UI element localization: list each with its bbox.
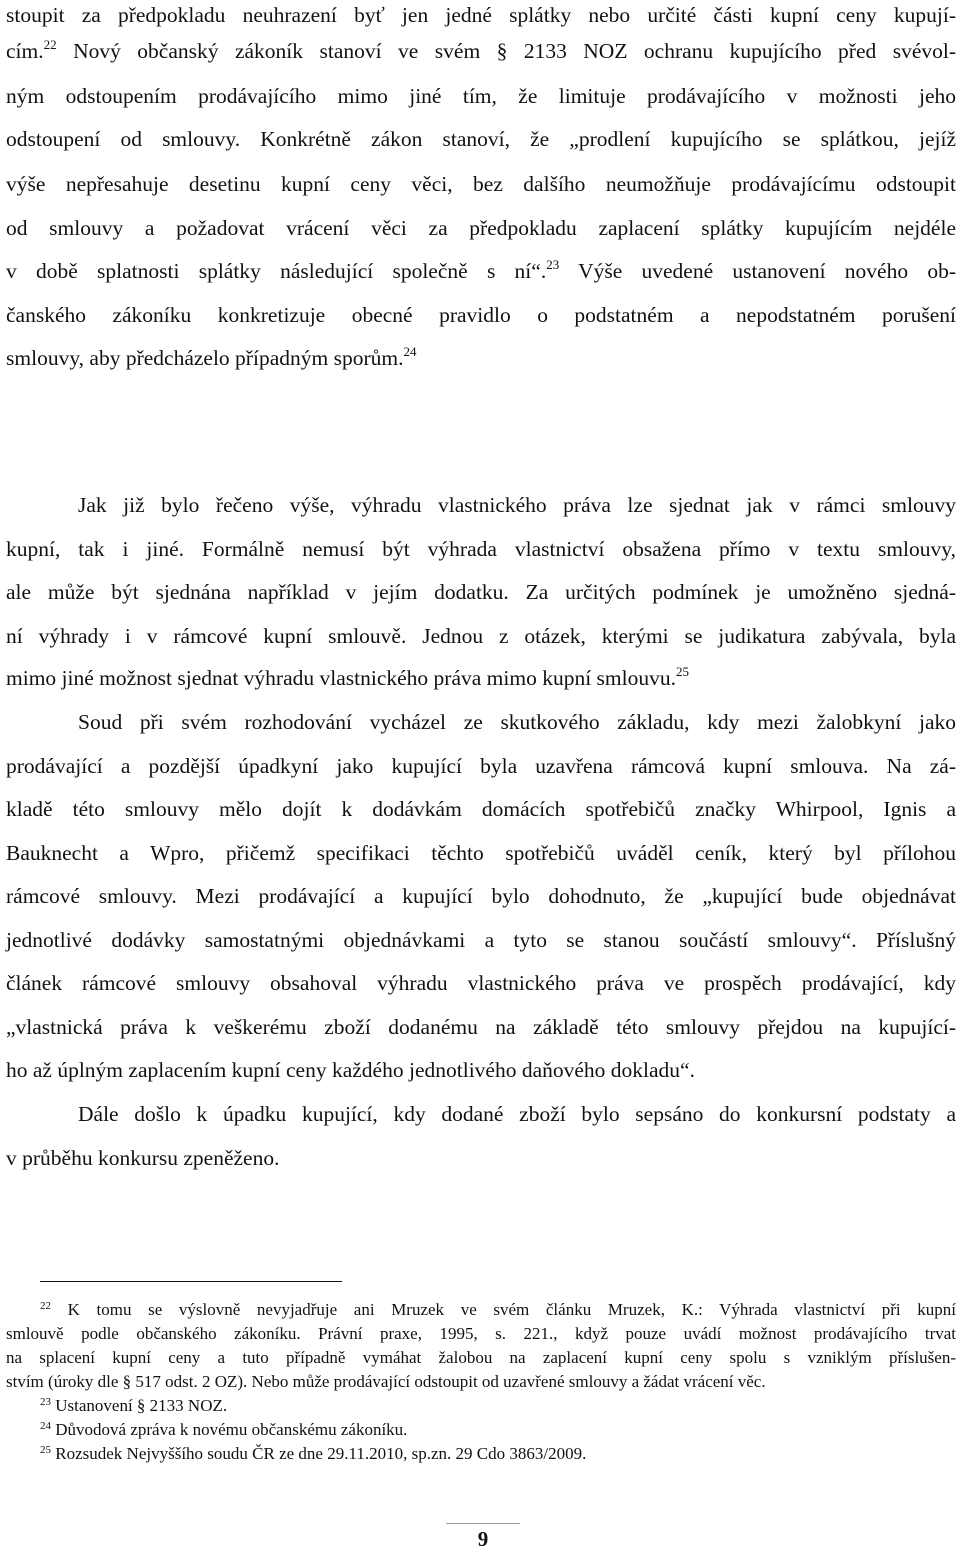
text-span: výše nepřesahuje desetinu kupní ceny věci, bez dalšího neumožňuje prodávajícímu odstoupit xyxy=(6,172,956,196)
text-span: „vlastnická práva k veškerému zboží dodanému na základě této smlouvy přejdou na kupující- xyxy=(6,1015,956,1039)
text-span: Nový občanský zákoník stanoví ve svém § 2133 NOZ ochranu kupujícího před svévol- xyxy=(56,39,956,63)
body-text-line xyxy=(6,663,956,693)
body-text-line xyxy=(6,1143,956,1173)
footnote-24 xyxy=(40,1418,960,1442)
body-text-line xyxy=(6,577,956,607)
text-span: kladě této smlouvy mělo dojít k dodávkám domácích spotřebičů značky Whirpool, Ignis a xyxy=(6,797,956,821)
text-span: prodávající a pozdější úpadkyní jako kupující byla uzavřena rámcová kupní smlouva. Na zá- xyxy=(6,754,956,778)
footnote-ref: 22 xyxy=(43,37,57,52)
text-span: K tomu se výslovně nevyjadřuje ani Mruzek ve svém článku Mruzek, K.: Výhrada vlastnictví při kupní xyxy=(51,1300,956,1319)
text-span: stoupit za předpokladu neuhrazení byť jen jedné splátky nebo určité části kupní ceny kupují- xyxy=(6,3,956,27)
footnote-number: 23 xyxy=(40,1396,51,1408)
footnote-ref: 23 xyxy=(546,257,560,272)
body-text-line xyxy=(6,838,956,868)
page-number: 9 xyxy=(477,1527,489,1551)
text-span: smlouvě podle občanského zákoníku. Právní praxe, 1995, s. 221., když pouze uvádí možnost prodávajícího trvat xyxy=(6,1324,956,1343)
text-span: ní výhrady i v rámcové kupní smlouvě. Jednou z otázek, kterými se judikatura zabývala, byla xyxy=(6,624,956,648)
footnote-ref: 24 xyxy=(403,344,417,359)
text-span: Ustanovení § 2133 NOZ. xyxy=(51,1396,228,1415)
text-span: cím. xyxy=(6,39,44,63)
body-text-line xyxy=(6,300,956,330)
text-span: článek rámcové smlouvy obsahoval výhradu vlastnického práva ve prospěch prodávající, kdy xyxy=(6,971,956,995)
text-span: čanského zákoníku konkretizuje obecné pravidlo o podstatném a nepodstatném porušení xyxy=(6,303,956,327)
body-text-line xyxy=(6,124,956,154)
text-span: mimo jiné možnost sjednat výhradu vlastnického práva mimo kupní smlouvu. xyxy=(6,666,676,690)
text-span: ho až úplným zaplacením kupní ceny každého jednotlivého daňového dokladu“. xyxy=(6,1058,695,1082)
text-span: ným odstoupením prodávajícího mimo jiné tím, že limituje prodávajícího v možnosti jeho xyxy=(6,84,956,108)
text-span: Jak již bylo řečeno výše, výhradu vlastnického práva lze sjednat jak v rámci smlouvy xyxy=(78,493,956,517)
body-text-line xyxy=(6,968,956,998)
text-span: odstoupení od smlouvy. Konkrétně zákon stanoví, že „prodlení kupujícího se splátkou, jejíž xyxy=(6,127,956,151)
text-span: ale může být sjednána například v jejím dodatku. Za určitých podmínek je umožněno sjedná- xyxy=(6,580,956,604)
body-text-line xyxy=(6,794,956,824)
text-span: Rozsudek Nejvyššího soudu ČR ze dne 29.11.2010, sp.zn. 29 Cdo 3863/2009. xyxy=(51,1444,587,1463)
text-span: Bauknecht a Wpro, přičemž specifikaci těchto spotřebičů uváděl ceník, který byl přílohou xyxy=(6,841,956,865)
text-span: stvím (úroky dle § 517 odst. 2 OZ). Nebo může prodávající odstoupit od uzavřené smlouvy a žádat vrácení věc. xyxy=(6,1372,766,1391)
body-text-line xyxy=(78,707,956,737)
body-text-line xyxy=(6,1055,956,1085)
body-text-line xyxy=(78,490,956,520)
footnote-line xyxy=(6,1346,956,1370)
body-text-line xyxy=(6,881,956,911)
body-text-line xyxy=(6,36,956,66)
body-text-line xyxy=(6,925,956,955)
footnote-number: 25 xyxy=(40,1444,51,1456)
body-text-line xyxy=(6,343,956,373)
body-text-line xyxy=(78,1099,956,1129)
text-span: na splacení kupní ceny a tuto případně vymáhat žalobou na zaplacení kupní ceny spolu s vzniklým příslušen- xyxy=(6,1348,956,1367)
footnote-25 xyxy=(40,1442,960,1466)
text-span: jednotlivé dodávky samostatnými objednávkami a tyto se stanou součástí smlouvy“. Příslušný xyxy=(6,928,956,952)
text-span: od smlouvy a požadovat vrácení věci za předpokladu zaplacení splátky kupujícím nejdéle xyxy=(6,216,956,240)
text-span: v době splatnosti splátky následující společně s ní“. xyxy=(6,259,547,283)
text-span: Dále došlo k úpadku kupující, kdy dodané zboží bylo sepsáno do konkursní podstaty a xyxy=(78,1102,956,1126)
page-number-rule xyxy=(446,1523,520,1524)
body-text-line xyxy=(6,621,956,651)
footnote-22 xyxy=(40,1298,956,1322)
body-text-line xyxy=(6,213,956,243)
text-span: Důvodová zpráva k novému občanskému zákoníku. xyxy=(51,1420,408,1439)
body-text-line xyxy=(6,81,956,111)
body-text-line xyxy=(6,0,956,30)
text-span: Výše uvedené ustanovení nového ob- xyxy=(559,259,956,283)
body-text-line xyxy=(6,169,956,199)
text-span: smlouvy, aby předcházelo případným sporům. xyxy=(6,346,404,370)
footnote-ref: 25 xyxy=(676,664,689,679)
footnote-number: 24 xyxy=(40,1420,51,1432)
body-text-line xyxy=(6,1012,956,1042)
footnote-separator xyxy=(40,1281,342,1282)
body-text-line xyxy=(6,534,956,564)
body-text-line xyxy=(6,751,956,781)
footnote-number: 22 xyxy=(40,1300,51,1312)
footnote-line xyxy=(6,1370,956,1394)
text-span: v průběhu konkursu zpeněženo. xyxy=(6,1146,280,1170)
body-text-line xyxy=(6,256,956,286)
text-span: rámcové smlouvy. Mezi prodávající a kupující bylo dohodnuto, že „kupující bude objednávat xyxy=(6,884,956,908)
footnote-23 xyxy=(40,1394,960,1418)
text-span: Soud při svém rozhodování vycházel ze skutkového základu, kdy mezi žalobkyní jako xyxy=(78,710,956,734)
text-span: kupní, tak i jiné. Formálně nemusí být výhrada vlastnictví obsažena přímo v textu smlouvy, xyxy=(6,537,956,561)
footnote-line xyxy=(6,1322,956,1346)
